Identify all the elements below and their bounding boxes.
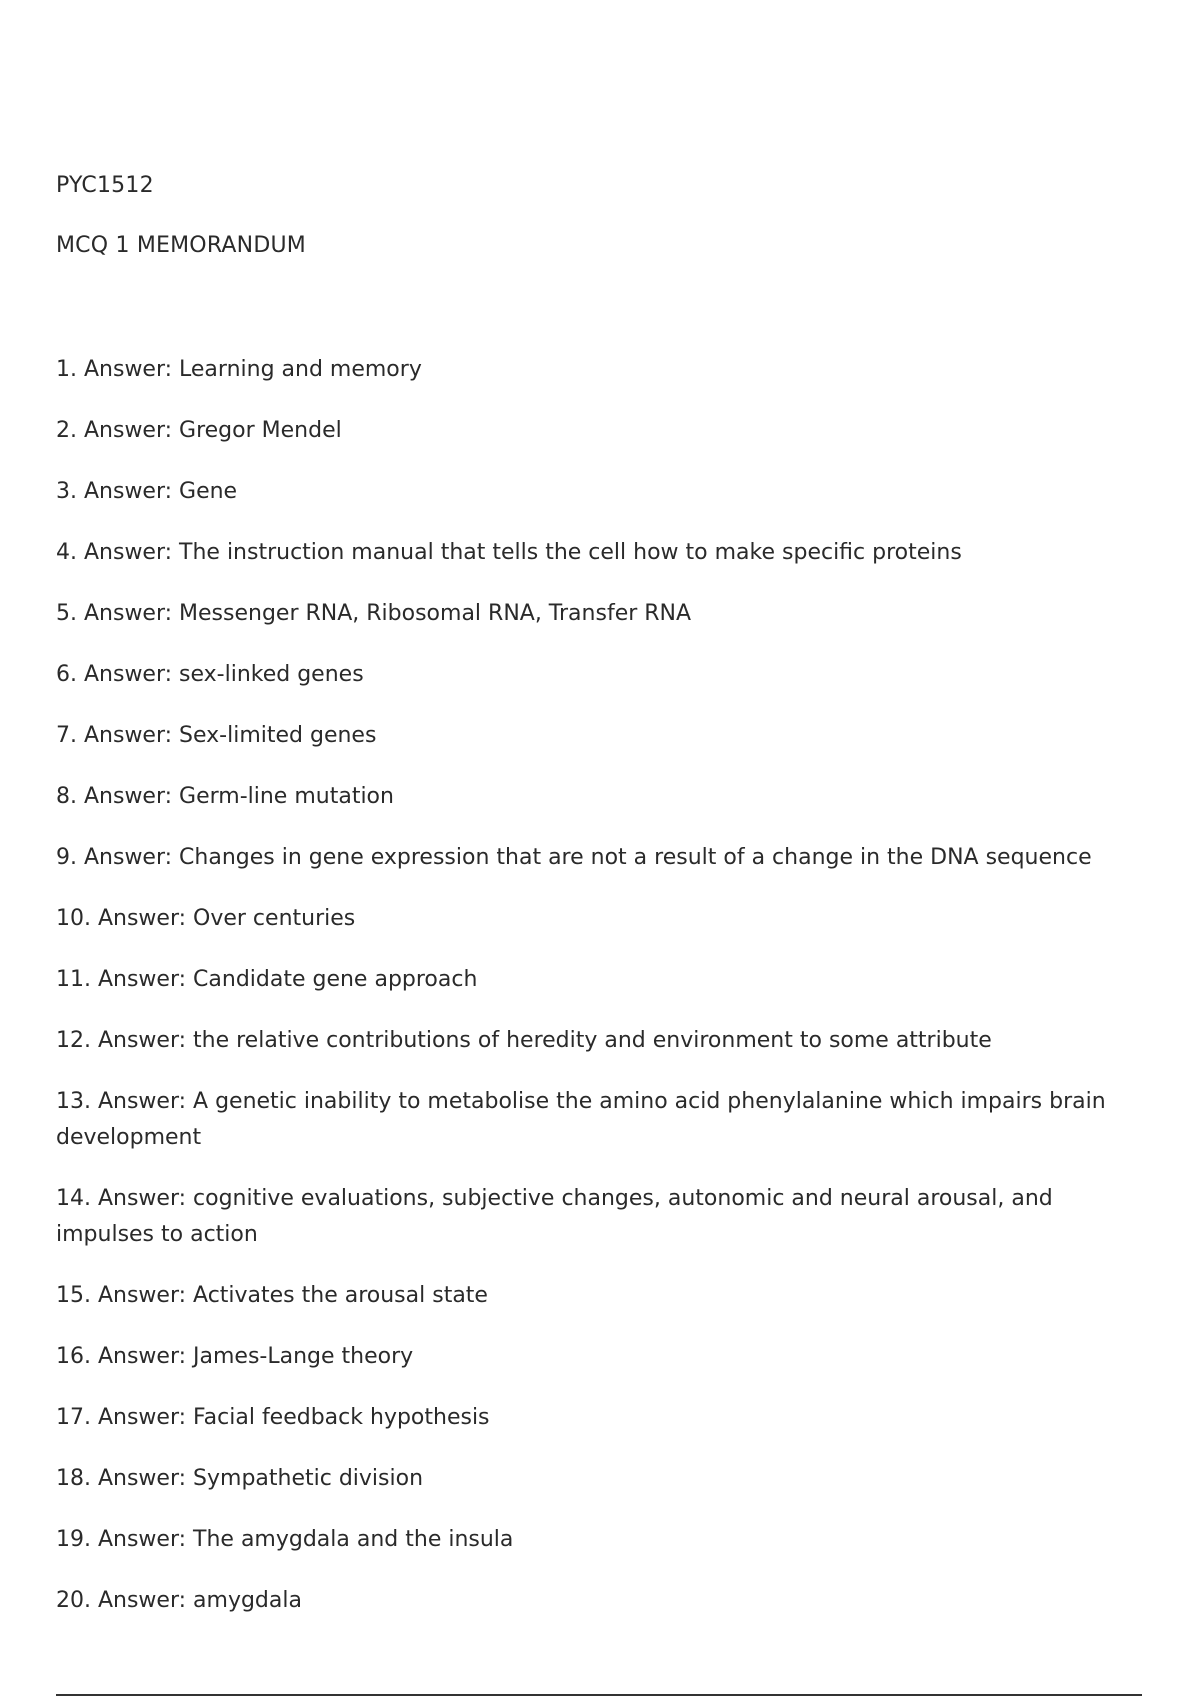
answer-item: 18. Answer: Sympathetic division (56, 1466, 424, 1491)
answer-item: 14. Answer: cognitive evaluations, subjective changes, autonomic and neural arousal, and impulses to action (56, 1186, 1053, 1247)
answer-item: 20. Answer: amygdala (56, 1588, 302, 1613)
answer-item: 13. Answer: A genetic inability to metabolise the amino acid phenylalanine which impairs brain development (56, 1089, 1106, 1150)
answer-item: 1. Answer: Learning and memory (56, 357, 422, 382)
page-divider (56, 1694, 1142, 1696)
answer-item: 10. Answer: Over centuries (56, 906, 356, 931)
answer-item: 5. Answer: Messenger RNA, Ribosomal RNA, Transfer RNA (56, 601, 692, 626)
answer-item: 15. Answer: Activates the arousal state (56, 1283, 488, 1308)
course-code: PYC1512 (56, 173, 154, 198)
answer-item: 2. Answer: Gregor Mendel (56, 418, 342, 443)
answer-item: 3. Answer: Gene (56, 479, 238, 504)
answer-item: 4. Answer: The instruction manual that tells the cell how to make specific proteins (56, 540, 962, 565)
answer-item: 19. Answer: The amygdala and the insula (56, 1527, 514, 1552)
answer-list (56, 352, 1156, 1644)
answer-item: 9. Answer: Changes in gene expression that are not a result of a change in the DNA sequence (56, 845, 1092, 870)
answer-item: 7. Answer: Sex-limited genes (56, 723, 377, 748)
answer-item: 12. Answer: the relative contributions of heredity and environment to some attribute (56, 1028, 992, 1053)
answer-item: 11. Answer: Candidate gene approach (56, 967, 478, 992)
document-title: MCQ 1 MEMORANDUM (56, 233, 306, 258)
answer-item: 8. Answer: Germ-line mutation (56, 784, 394, 809)
answer-item: 16. Answer: James-Lange theory (56, 1344, 414, 1369)
answer-item: 17. Answer: Facial feedback hypothesis (56, 1405, 490, 1430)
answer-item: 6. Answer: sex-linked genes (56, 662, 364, 687)
